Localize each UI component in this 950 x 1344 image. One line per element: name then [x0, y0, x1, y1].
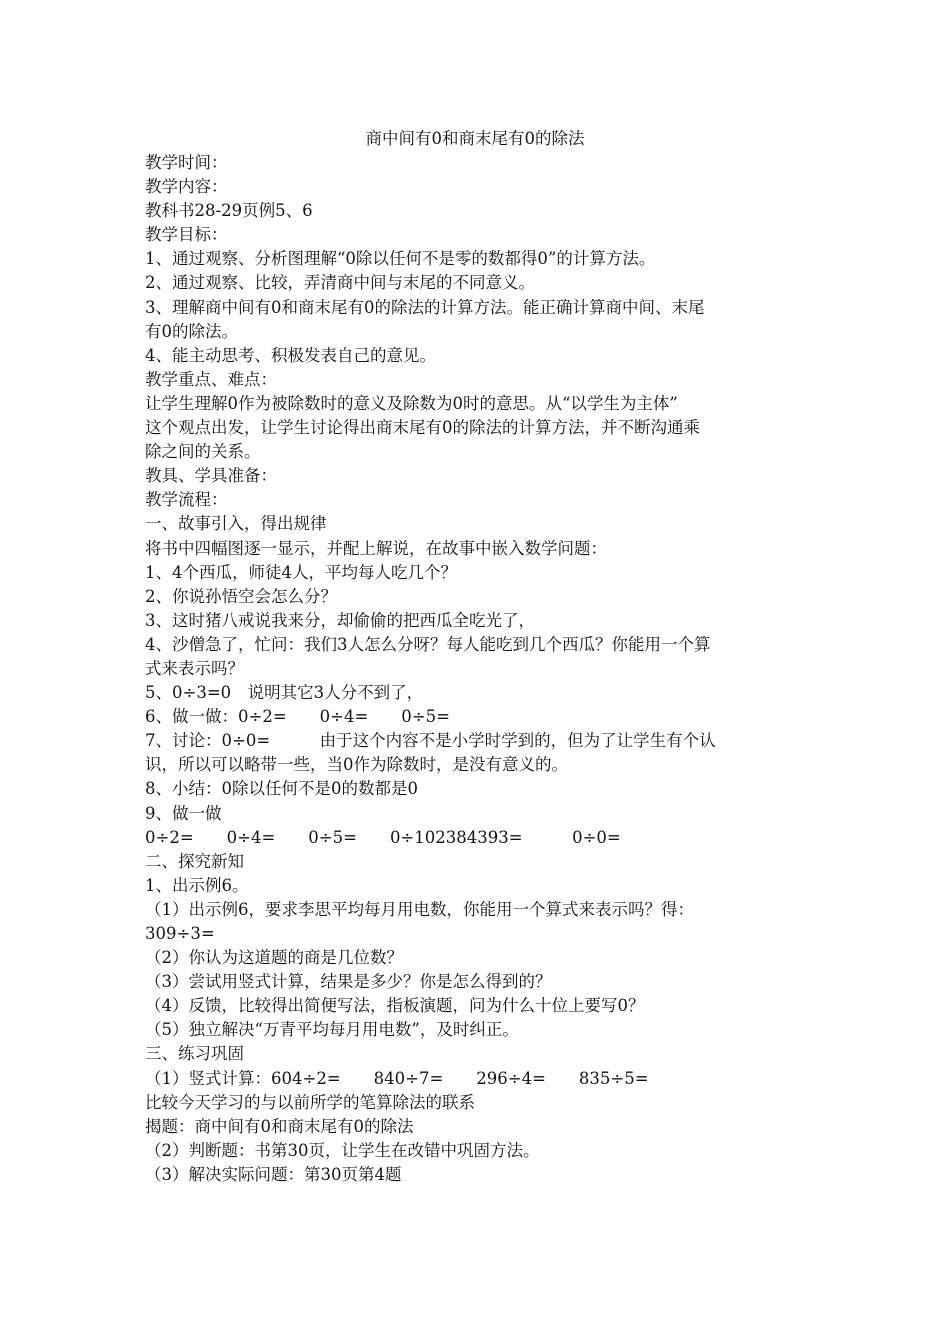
text-line: 8、小结：0除以任何不是0的数都是0 — [145, 779, 418, 799]
text-line: 3、这时猪八戒说我来分，却偷偷的把西瓜全吃光了， — [145, 610, 535, 630]
text-line: 2、你说孙悟空会怎么分？ — [145, 586, 337, 606]
text-line: 教科书28-29页例5、6 — [145, 201, 313, 221]
text-line: 0÷2= 0÷4= 0÷5= 0÷102384393= 0÷0= — [145, 827, 621, 847]
text-line: （3）尝试用竖式计算，结果是多少？你是怎么得到的？ — [145, 972, 552, 992]
text-line: （1）竖式计算：604÷2= 840÷7= 296÷4= 835÷5= — [145, 1068, 649, 1088]
text-line: 7、讨论：0÷0= 由于这个内容不是小学时学到的，但为了让学生有个认 — [145, 731, 716, 751]
text-line: 5、0÷3=0 说明其它3人分不到了， — [145, 683, 424, 703]
text-line: 1、出示例6。 — [145, 875, 249, 895]
text-line: 9、做一做 — [145, 803, 222, 823]
text-line: 3、理解商中间有0和商末尾有0的除法的计算方法。能正确计算商中间、末尾 — [145, 297, 705, 317]
text-line: 1、通过观察、分析图理解“0除以任何不是零的数都得0”的计算方法。 — [145, 249, 656, 269]
text-line: 309÷3= — [145, 924, 215, 943]
document-body — [145, 151, 820, 1187]
text-line: 比较今天学习的与以前所学的笔算除法的联系 — [145, 1092, 475, 1112]
text-line: （5）独立解决“万青平均每月用电数”，及时纠正。 — [145, 1020, 519, 1040]
text-line: （1）出示例6，要求李思平均每月用电数，你能用一个算式来表示吗？得： — [145, 899, 694, 919]
text-line: 一、故事引入，得出规律 — [145, 514, 327, 534]
text-line: 三、练习巩固 — [145, 1044, 244, 1064]
text-line: 教学内容： — [145, 177, 228, 197]
text-line: （4）反馈，比较得出简便写法，指板演题，问为什么十位上要写0？ — [145, 996, 645, 1016]
text-line: （2）判断题：书第30页，让学生在改错中巩固方法。 — [145, 1140, 540, 1160]
text-line: 4、沙僧急了，忙问：我们3人怎么分呀？每人能吃到几个西瓜？你能用一个算 — [145, 634, 711, 654]
text-line: （3）解决实际问题：第30页第4题 — [145, 1164, 402, 1184]
text-line: 1、4个西瓜，师徒4人，平均每人吃几个？ — [145, 562, 457, 582]
text-line: 教学时间： — [145, 153, 228, 172]
text-line: 教学重点、难点： — [145, 369, 277, 389]
text-line: 揭题：商中间有0和商末尾有0的除法 — [145, 1116, 414, 1136]
text-line: 有0的除法。 — [145, 321, 238, 341]
text-line: 教学流程： — [145, 490, 228, 510]
text-line: 让学生理解0作为被除数时的意义及除数为0时的意思。从“以学生为主体” — [145, 393, 678, 413]
text-line: 2、通过观察、比较，弄清商中间与末尾的不同意义。 — [145, 273, 535, 293]
text-line: 这个观点出发，让学生讨论得出商末尾有0的除法的计算方法，并不断沟通乘 — [145, 418, 700, 438]
document-title: 商中间有0和商末尾有0的除法 — [365, 129, 585, 148]
text-line: 将书中四幅图逐一显示，并配上解说，在故事中嵌入数学问题： — [145, 538, 607, 558]
text-line: 除之间的关系。 — [145, 442, 261, 462]
text-line: （2）你认为这道题的商是几位数？ — [145, 948, 403, 968]
text-line: 式来表示吗？ — [145, 658, 244, 678]
text-line: 识，所以可以略带一些，当0作为除数时，是没有意义的。 — [145, 755, 568, 775]
text-line: 6、做一做：0÷2= 0÷4= 0÷5= — [145, 707, 450, 727]
text-line: 二、探究新知 — [145, 851, 244, 871]
text-line: 4、能主动思考、积极发表自己的意见。 — [145, 345, 436, 365]
text-line: 教具、学具准备： — [145, 466, 277, 486]
text-line: 教学目标： — [145, 225, 228, 245]
